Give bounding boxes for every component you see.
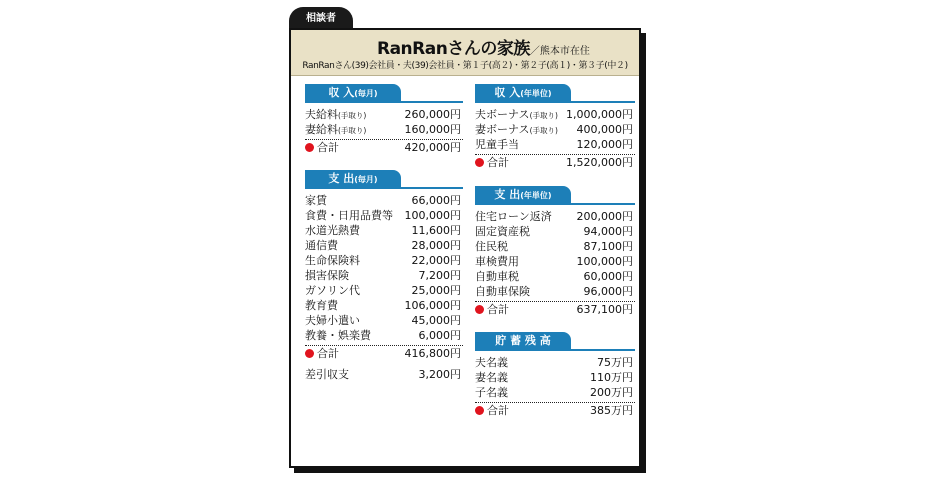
family-location: ／熊本市在住 bbox=[529, 46, 590, 57]
list-item: 夫名義 75万円 bbox=[475, 356, 633, 369]
income-yearly-section bbox=[475, 84, 635, 170]
budget-card bbox=[289, 28, 641, 468]
section-title-pill: 支 出(年単位) bbox=[475, 186, 571, 203]
list-item: 児童手当 120,000円 bbox=[475, 138, 633, 151]
list-item: 教養・娯楽費 6,000円 bbox=[305, 329, 461, 342]
list-item: 住民税 87,100円 bbox=[475, 240, 633, 253]
list-item: 住宅ローン返済 200,000円 bbox=[475, 210, 633, 223]
list-item: 固定資産税 94,000円 bbox=[475, 225, 633, 238]
list-item: 夫婦小遣い 45,000円 bbox=[305, 314, 461, 327]
list-item: 夫ボーナス(手取り) 1,000,000円 bbox=[475, 108, 633, 121]
list-item: ガソリン代 25,000円 bbox=[305, 284, 461, 297]
total-row: 合計 416,800円 bbox=[305, 346, 463, 361]
list-item: 妻名義 110万円 bbox=[475, 371, 633, 384]
balance-row: 差引収支 3,200円 bbox=[305, 368, 461, 381]
list-item: 教育費 106,000円 bbox=[305, 299, 461, 312]
list-item: 子名義 200万円 bbox=[475, 386, 633, 399]
list-item: 自動車税 60,000円 bbox=[475, 270, 633, 283]
list-item: 夫給料(手取り) 260,000円 bbox=[305, 108, 461, 121]
list-item: 通信費 28,000円 bbox=[305, 239, 461, 252]
family-header bbox=[291, 30, 639, 76]
section-header bbox=[305, 170, 463, 189]
total-row: 合計 637,100円 bbox=[475, 302, 635, 317]
expense-monthly-section bbox=[305, 170, 463, 382]
list-item: 妻給料(手取り) 160,000円 bbox=[305, 123, 461, 136]
list-item: 妻ボーナス(手取り) 400,000円 bbox=[475, 123, 633, 136]
section-title-pill: 支 出(毎月) bbox=[305, 170, 401, 187]
section-title-pill: 貯 蓄 残 高 bbox=[475, 332, 571, 349]
list-item: 生命保険料 22,000円 bbox=[305, 254, 461, 267]
list-item: 水道光熱費 11,600円 bbox=[305, 224, 461, 237]
savings-section bbox=[475, 332, 635, 418]
list-item: 自動車保険 96,000円 bbox=[475, 285, 633, 298]
section-header bbox=[475, 332, 635, 351]
expense-yearly-section bbox=[475, 186, 635, 317]
section-header bbox=[475, 186, 635, 205]
section-header bbox=[305, 84, 463, 103]
total-row: 合計 385万円 bbox=[475, 403, 635, 418]
consultant-tab-label: 相談者 bbox=[306, 13, 336, 24]
family-title bbox=[377, 34, 590, 59]
family-members: RanRanさん(39)会社員・夫(39)会社員・第１子(高２)・第２子(高１)・第３子(中２) bbox=[302, 61, 628, 71]
section-header bbox=[475, 84, 635, 103]
list-item: 車検費用 100,000円 bbox=[475, 255, 633, 268]
family-name: RanRanさんの家族 bbox=[377, 39, 530, 59]
income-monthly-section bbox=[305, 84, 463, 155]
list-item: 家賃 66,000円 bbox=[305, 194, 461, 207]
total-row: 合計 1,520,000円 bbox=[475, 155, 635, 170]
section-title-pill: 収 入(毎月) bbox=[305, 84, 401, 101]
total-row: 合計 420,000円 bbox=[305, 140, 463, 155]
list-item: 損害保険 7,200円 bbox=[305, 269, 461, 282]
list-item: 食費・日用品費等 100,000円 bbox=[305, 209, 461, 222]
section-title-pill: 収 入(年単位) bbox=[475, 84, 571, 101]
